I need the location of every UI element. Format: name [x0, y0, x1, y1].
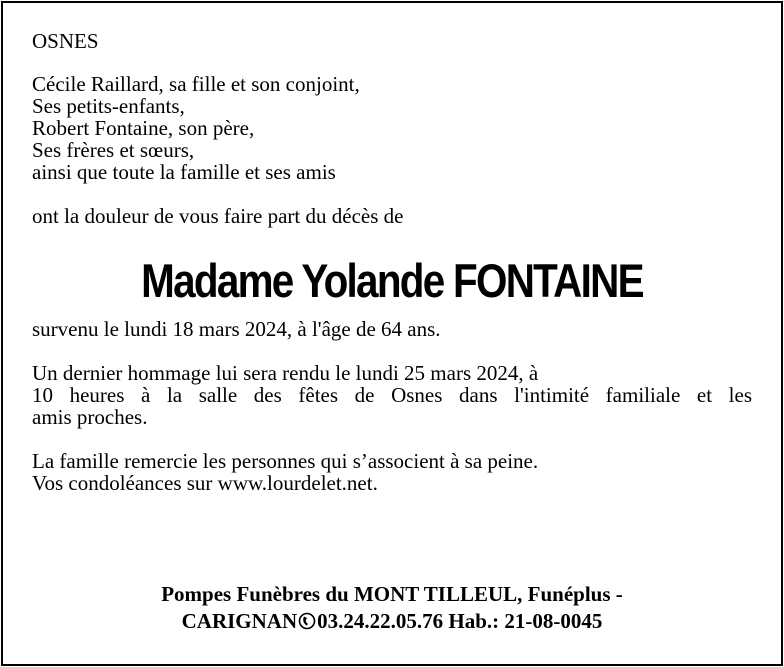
funeral-home-city: CARIGNAN	[181, 609, 298, 633]
funeral-home-footer	[0, 581, 784, 635]
deceased-name: Madame Yolande FONTAINE	[141, 254, 643, 307]
announcement-text: ont la douleur de vous faire part du décès de	[32, 204, 404, 228]
funeral-home-license: Hab.: 21-08-0045	[448, 609, 603, 633]
thanks-text: La famille remercie les personnes qui s’associent à sa peine.	[32, 449, 539, 473]
family-line-2: Ses petits-enfants,	[32, 94, 185, 118]
funeral-home-name: Pompes Funèbres du MONT TILLEUL, Funéplus -	[161, 582, 623, 606]
obituary-body	[32, 30, 752, 494]
phone-icon	[297, 611, 317, 631]
tribute-text-line-2: 10 heures à la salle des fêtes de Osnes dans l'intimité familiale et les	[32, 383, 752, 407]
location-heading: OSNES	[32, 29, 99, 53]
family-line-4: Ses frères et sœurs,	[32, 138, 195, 162]
death-date-text: survenu le lundi 18 mars 2024, à l'âge de 64 ans.	[32, 317, 441, 341]
tribute-text-line-1: Un dernier hommage lui sera rendu le lundi 25 mars 2024, à	[32, 361, 539, 385]
tribute-text-line-3: amis proches.	[32, 405, 148, 429]
family-line-5: ainsi que toute la famille et ses amis	[32, 160, 336, 184]
funeral-home-contact	[0, 608, 784, 635]
condolences-text: Vos condoléances sur www.lourdelet.net.	[32, 471, 378, 495]
funeral-home-phone: 03.24.22.05.76	[317, 609, 444, 633]
family-line-3: Robert Fontaine, son père,	[32, 116, 255, 140]
family-line-1: Cécile Raillard, sa fille et son conjoint,	[32, 72, 360, 96]
